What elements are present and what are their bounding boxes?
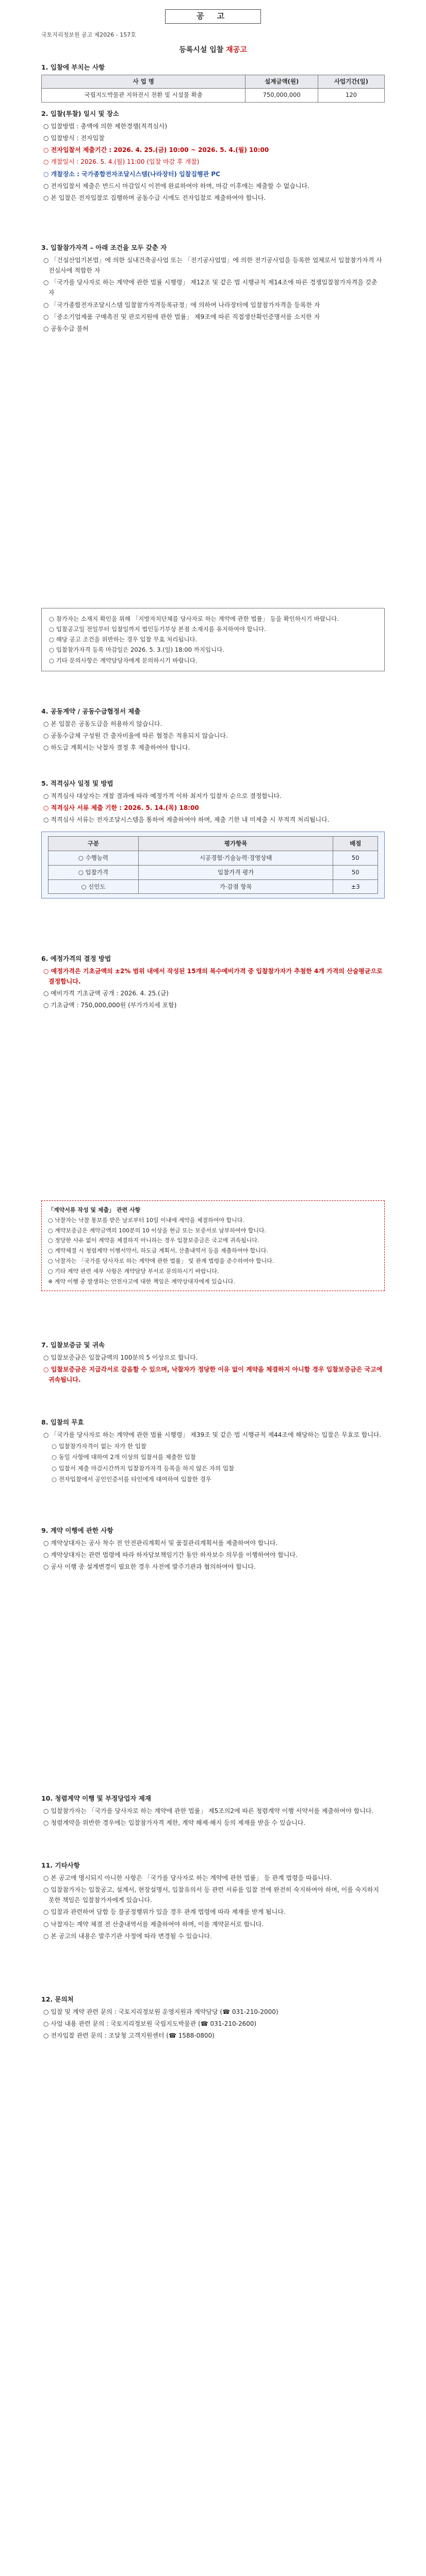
list-item: ○ 예정가격은 기초금액의 ±2% 범위 내에서 작성된 15개의 복수예비가격 중 입찰참가자가 추첨한 4개 가격의 산술평균으로 결정합니다.: [43, 968, 383, 986]
section-6: [41, 953, 385, 1012]
table-header: 사 업 명: [42, 75, 245, 89]
section-1-heading: 1. 입찰에 부치는 사항: [41, 63, 105, 71]
list-item: ○ 계약상대자는 관련 법령에 따라 하자담보책임기간 동안 하자보수 의무를 이행하여야 합니다.: [43, 1551, 298, 1559]
table-cell: 750,000,000: [245, 89, 318, 102]
notice-heading: [0, 44, 426, 57]
list-item: ○ 전자입찰서 제출은 반드시 마감일시 이전에 완료하여야 하며, 마감 이후에는 제출할 수 없습니다.: [43, 182, 309, 190]
section-4: [41, 706, 385, 754]
note-box-2: [41, 1200, 385, 1291]
note-line: ○ 기타 문의사항은 계약담당자에게 문의하시기 바랍니다.: [49, 656, 198, 664]
list-item: ○ 예비가격 기초금액 공개 : 2026. 4. 25.(금): [43, 990, 169, 997]
list-item: ○ 하도급 계획서는 낙찰자 결정 후 제출하여야 합니다.: [43, 744, 190, 752]
list-item: ○ 전자입찰서 제출기간 : 2026. 4. 25.(금) 10:00 ~ 2026. 5. 4.(월) 10:00: [43, 146, 269, 154]
section-12-heading: 12. 문의처: [41, 1995, 74, 2003]
section-2: [41, 108, 385, 205]
table-header: 배점: [333, 837, 378, 851]
list-item: ○ 「중소기업제품 구매촉진 및 판로지원에 관한 법률」 제9조에 따른 직접생산확인증명서를 소지한 자: [43, 313, 320, 320]
list-item: ○ 본 입찰은 공동도급을 허용하지 않습니다.: [43, 720, 162, 727]
list-item: ○ 입찰보증금은 입찰금액의 100분의 5 이상으로 합니다.: [43, 1354, 198, 1361]
list-item: ○ 낙찰자는 계약 체결 전 산출내역서를 제출하여야 하며, 이를 계약문서로 합니다.: [43, 1920, 264, 1928]
section-11-heading: 11. 기타사항: [41, 1861, 80, 1869]
page-3: [0, 1185, 426, 1741]
section-2-heading: 2. 입찰(투찰) 일시 및 장소: [41, 110, 119, 117]
note-line: ※ 계약 이행 중 발생하는 안전사고에 대한 책임은 계약상대자에게 있습니다.: [48, 1278, 235, 1285]
note-line: ○ 해당 공고 조건을 위반하는 경우 입찰 무효 처리됩니다.: [49, 636, 198, 643]
note-line: ○ 낙찰자는 낙찰 통보를 받은 날로부터 10일 이내에 계약을 체결하여야 합니다.: [48, 1216, 244, 1224]
table-cell: 50: [333, 865, 378, 879]
list-item: ○ 입찰방법 : 총액에 의한 제한경쟁(적격심사): [43, 123, 168, 130]
list-item: ○ 적격심사 서류 제출 기한 : 2026. 5. 14.(목) 18:00: [43, 804, 199, 812]
table-cell: ○ 수행능력: [48, 851, 139, 866]
section-12: [41, 1994, 385, 2042]
list-item: ○ 개찰일시 : 2026. 5. 4.(월) 11:00 (입찰 마감 후 개찰): [43, 158, 200, 166]
section-4-heading: 4. 공동계약 / 공동수급협정서 제출: [41, 707, 141, 715]
table-cell: 국립지도박물관 지하전시 전환 및 시설물 확충: [42, 89, 245, 102]
note-line: ○ 정당한 사유 없이 계약을 체결하지 아니하는 경우 입찰보증금은 국고에 귀속됩니다.: [48, 1237, 259, 1244]
list-item: ○ 「국가를 당사자로 하는 계약에 관한 법률 시행령」 제12조 및 같은 법 시행규칙 제14조에 따른 경쟁입찰참가자격을 갖춘 자: [43, 279, 378, 297]
section-8: [41, 1417, 385, 1485]
list-item: ○ 동일 사항에 대하여 2개 이상의 입찰서를 제출한 입찰: [52, 1453, 196, 1461]
note-title: 「계약서류 작성 및 제출」 관련 사항: [48, 1207, 141, 1213]
section-10-heading: 10. 청렴계약 이행 및 부정당업자 제재: [41, 1794, 151, 1802]
section-7-heading: 7. 입찰보증금 및 귀속: [41, 1341, 105, 1349]
list-item: ○ 전자입찰 관련 문의 : 조달청 고객지원센터 (☎ 1588-0800): [43, 2032, 215, 2040]
section-9: [41, 1525, 385, 1573]
list-item: ○ 청렴계약을 위반한 경우에는 입찰참가자격 제한, 계약 해제·해지 등의 제재를 받을 수 있습니다.: [43, 1819, 306, 1827]
list-item: ○ 공동수급체 구성원 간 출자비율에 따른 협정은 적용되지 않습니다.: [43, 732, 228, 740]
table-cell: 50: [333, 851, 378, 866]
note-line: ○ 참가자는 소재지 확인을 위해 「지방자치단체를 당사자로 하는 계약에 관한 법률」 등을 확인하시기 바랍니다.: [49, 615, 339, 622]
notice-heading-main: 등록시설 입찰: [179, 46, 226, 54]
list-item: ○ 기초금액 : 750,000,000원 (부가가치세 포함): [43, 1002, 177, 1009]
list-item: ○ 입찰참가자격이 없는 자가 한 입찰: [52, 1443, 146, 1450]
note-line: ○ 입찰참가자격 등록 마감일은 2026. 5. 3.(일) 18:00 까지입니다.: [49, 646, 224, 654]
list-item: ○ 본 공고에 명시되지 아니한 사항은 「국가를 당사자로 하는 계약에 관한 법률」 등 관계 법령을 따릅니다.: [43, 1874, 332, 1882]
note-line: ○ 기타 계약 관련 세부 사항은 계약담당 부서로 문의하시기 바랍니다.: [48, 1267, 219, 1275]
list-item: ○ 「국가를 당사자로 하는 계약에 관한 법률 시행령」 제39조 및 같은 법 시행규칙 제44조에 해당하는 입찰은 무효로 합니다.: [43, 1431, 382, 1438]
table-cell: 120: [318, 89, 384, 102]
section-8-heading: 8. 입찰의 무효: [41, 1418, 84, 1426]
list-item: ○ 본 입찰은 전자입찰로 집행하며 공동수급 시에도 전자입찰로 제출하여야 합니다.: [43, 194, 266, 201]
list-item: ○ 입찰과 관련하여 담합 등 불공정행위가 있을 경우 관계 법령에 따라 제재를 받게 됩니다.: [43, 1908, 286, 1916]
table-header: 구분: [48, 837, 139, 851]
page-4: [0, 1777, 426, 2334]
list-item: ○ 입찰참가자는 「국가를 당사자로 하는 계약에 관한 법률」 제5조의2에 따른 청렴계약 이행 서약서를 제출하여야 합니다.: [43, 1807, 374, 1815]
table-cell: ○ 신인도: [48, 879, 139, 894]
table-cell: 가·감점 항목: [138, 879, 333, 894]
note-line: ○ 입찰공고일 전일부터 입찰일까지 법인등기부상 본점 소재지를 유지하여야 합니다.: [49, 625, 266, 633]
evaluation-table: [48, 836, 378, 894]
list-item: ○ 사업 내용 관련 문의 : 국토지리정보원 국립지도박물관 (☎ 031-210-2600): [43, 2020, 257, 2028]
section-5: [41, 778, 385, 899]
section-5-heading: 5. 적격심사 일정 및 방법: [41, 779, 113, 787]
notice-number: 국토지리정보원 공고 제2026 - 157호: [41, 31, 136, 38]
document-title: 공 고: [165, 9, 261, 24]
table-cell: 입찰가격 평가: [138, 865, 333, 879]
list-item: ○ 본 공고의 내용은 발주기관 사정에 따라 변경될 수 있습니다.: [43, 1932, 212, 1940]
table-header: 평가항목: [138, 837, 333, 851]
section-3: [41, 242, 385, 335]
list-item: ○ 입찰 및 계약 관련 문의 : 국토지리정보원 운영지원과 계약담당 (☎ 031-210-2000): [43, 2008, 278, 2015]
project-table: [41, 75, 385, 103]
list-item: ○ 「건설산업기본법」에 의한 실내건축공사업 또는 「전기공사업법」에 의한 전기공사업을 등록한 업체로서 입찰참가자격 사전심사에 적합한 자: [43, 257, 382, 275]
list-item: ○ 「국가종합전자조달시스템 입찰참가자격등록규정」에 의하여 나라장터에 입찰참가자격을 등록한 자: [43, 301, 320, 309]
section-3-heading: 3. 입찰참가자격 – 아래 조건을 모두 갖춘 자: [41, 244, 167, 251]
list-item: ○ 입찰방식 : 전자입찰: [43, 134, 105, 142]
list-item: ○ 계약상대자는 공사 착수 전 안전관리계획서 및 품질관리계획서를 제출하여야 합니다.: [43, 1539, 278, 1547]
section-11: [41, 1860, 385, 1943]
note-line: ○ 계약보증금은 계약금액의 100분의 10 이상을 현금 또는 보증서로 납부하여야 합니다.: [48, 1227, 267, 1234]
section-10: [41, 1793, 385, 1829]
list-item: ○ 적격심사 서류는 전자조달시스템을 통하여 제출하여야 하며, 제출 기한 내 미제출 시 부적격 처리됩니다.: [43, 816, 330, 824]
list-item: ○ 공동수급 불허: [43, 325, 89, 332]
evaluation-box: [41, 832, 385, 899]
note-line: ○ 계약체결 시 청렴계약 이행서약서, 하도급 계획서, 산출내역서 등을 제출하여야 합니다.: [48, 1247, 268, 1255]
list-item: ○ 적격심사 대상자는 개찰 결과에 따라 예정가격 이하 최저가 입찰자 순으로 결정합니다.: [43, 792, 282, 800]
page-2: [0, 592, 426, 1149]
note-box-1: [41, 608, 385, 671]
section-9-heading: 9. 계약 이행에 관한 사항: [41, 1527, 113, 1534]
list-item: ○ 개찰장소 : 국가종합전자조달시스템(나라장터) 입찰집행관 PC: [43, 170, 220, 178]
section-1: [41, 62, 385, 103]
notice-heading-highlight: 재공고: [226, 46, 247, 54]
list-item: ○ 입찰보증금은 지급각서로 갈음할 수 있으며, 낙찰자가 정당한 이유 없이 계약을 체결하지 아니할 경우 입찰보증금은 국고에 귀속됩니다.: [43, 1366, 383, 1384]
table-cell: 시공경험·기술능력·경영상태: [138, 851, 333, 866]
section-6-heading: 6. 예정가격의 결정 방법: [41, 955, 111, 962]
list-item: ○ 입찰서 제출 마감시간까지 입찰참가자격 등록을 하지 않은 자의 입찰: [52, 1464, 234, 1472]
table-header: 설계금액(원): [245, 75, 318, 89]
page-1: [0, 0, 426, 556]
note-line: ○ 낙찰자는 「국가를 당사자로 하는 계약에 관한 법률」 및 관계 법령을 준수하여야 합니다.: [48, 1257, 274, 1264]
table-cell: ○ 입찰가격: [48, 865, 139, 879]
table-cell: ±3: [333, 879, 378, 894]
table-header: 사업기간(일): [318, 75, 384, 89]
list-item: ○ 전자입찰에서 공인인증서를 타인에게 대여하여 입찰한 경우: [52, 1476, 211, 1483]
list-item: ○ 입찰참가자는 입찰공고, 설계서, 현장설명서, 입찰유의서 등 관련 서류를 입찰 전에 완전히 숙지하여야 하며, 이를 숙지하지 못한 책임은 입찰참가자에게 있습니다.: [43, 1886, 379, 1904]
section-7: [41, 1340, 385, 1386]
list-item: ○ 공사 이행 중 설계변경이 필요한 경우 사전에 발주기관과 협의하여야 합니다.: [43, 1563, 256, 1571]
